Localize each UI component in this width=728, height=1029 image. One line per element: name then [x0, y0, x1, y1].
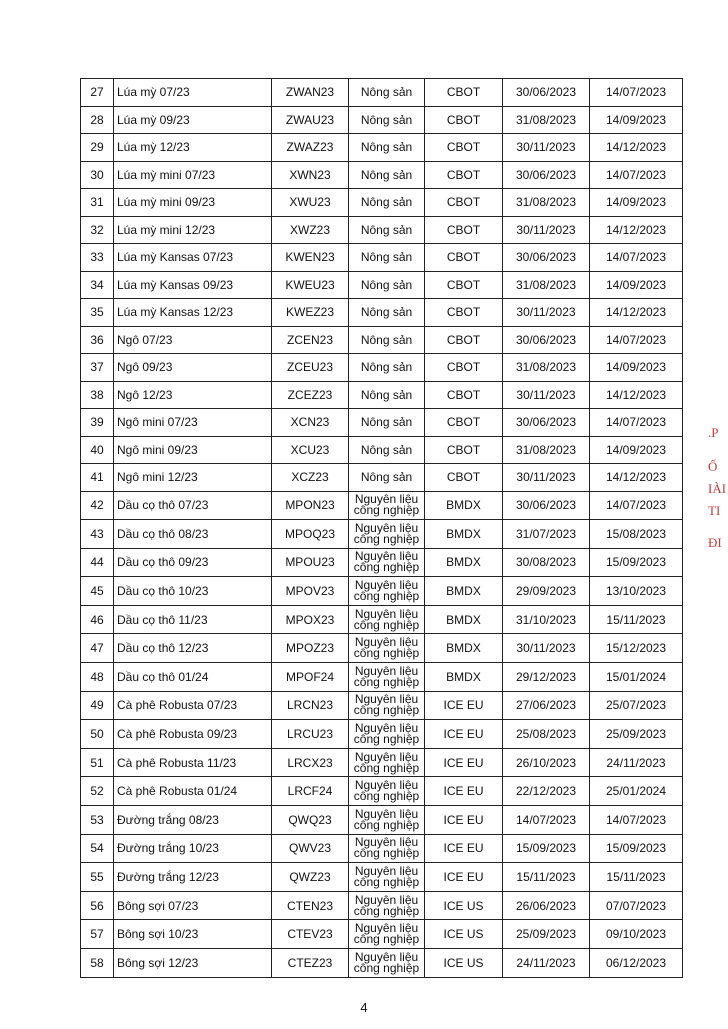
- row-number-cell: 42: [81, 491, 114, 520]
- table-row: [81, 326, 683, 354]
- table-row: [81, 161, 683, 189]
- contract-code-cell: QWV23: [272, 834, 349, 863]
- contract-name-cell: Ngô 12/23: [114, 381, 272, 409]
- first-notice-date-cell: 31/08/2023: [503, 436, 590, 464]
- contract-name-cell: Cà phê Robusta 07/23: [114, 691, 272, 720]
- last-trading-date-cell: 06/12/2023: [590, 949, 683, 978]
- first-notice-date-cell: 29/12/2023: [503, 663, 590, 692]
- contract-name-cell: Lúa mỳ Kansas 12/23: [114, 299, 272, 327]
- commodity-group-cell: Nguyên liệu công nghiệp: [349, 520, 425, 549]
- row-number-cell: 29: [81, 134, 114, 162]
- exchange-cell: CBOT: [425, 326, 503, 354]
- commodity-group-cell: Nguyên liệu công nghiệp: [349, 634, 425, 663]
- contract-name-cell: Dầu cọ thô 11/23: [114, 605, 272, 634]
- commodity-group-cell: Nông sản: [349, 464, 425, 492]
- last-trading-date-cell: 14/12/2023: [590, 299, 683, 327]
- table-row: [81, 189, 683, 217]
- contract-code-cell: MPOZ23: [272, 634, 349, 663]
- commodity-group-cell: Nguyên liệu công nghiệp: [349, 949, 425, 978]
- contract-code-cell: LRCN23: [272, 691, 349, 720]
- contract-code-cell: LRCF24: [272, 777, 349, 806]
- row-number-cell: 52: [81, 777, 114, 806]
- row-number-cell: 53: [81, 806, 114, 835]
- first-notice-date-cell: 30/06/2023: [503, 244, 590, 272]
- contract-name-cell: Lúa mỳ mini 12/23: [114, 216, 272, 244]
- table-row: [81, 464, 683, 492]
- table-row: [81, 634, 683, 663]
- row-number-cell: 43: [81, 520, 114, 549]
- first-notice-date-cell: 30/06/2023: [503, 161, 590, 189]
- contract-name-cell: Cà phê Robusta 11/23: [114, 748, 272, 777]
- first-notice-date-cell: 30/06/2023: [503, 79, 590, 107]
- first-notice-date-cell: 22/12/2023: [503, 777, 590, 806]
- contract-code-cell: ZWAN23: [272, 79, 349, 107]
- contract-code-cell: ZCEZ23: [272, 381, 349, 409]
- table-row: [81, 409, 683, 437]
- exchange-cell: CBOT: [425, 161, 503, 189]
- exchange-cell: ICE EU: [425, 777, 503, 806]
- contract-name-cell: Cà phê Robusta 01/24: [114, 777, 272, 806]
- commodity-group-cell: Nguyên liệu công nghiệp: [349, 777, 425, 806]
- table-row: [81, 920, 683, 949]
- table-row: [81, 605, 683, 634]
- row-number-cell: 45: [81, 577, 114, 606]
- row-number-cell: 56: [81, 891, 114, 920]
- exchange-cell: CBOT: [425, 134, 503, 162]
- contract-code-cell: QWQ23: [272, 806, 349, 835]
- table-row: [81, 663, 683, 692]
- row-number-cell: 54: [81, 834, 114, 863]
- last-trading-date-cell: 15/11/2023: [590, 605, 683, 634]
- exchange-cell: ICE US: [425, 949, 503, 978]
- table-row: [81, 271, 683, 299]
- contract-code-cell: XWU23: [272, 189, 349, 217]
- last-trading-date-cell: 25/01/2024: [590, 777, 683, 806]
- first-notice-date-cell: 30/06/2023: [503, 409, 590, 437]
- last-trading-date-cell: 25/07/2023: [590, 691, 683, 720]
- commodity-group-cell: Nguyên liệu công nghiệp: [349, 605, 425, 634]
- exchange-cell: BMDX: [425, 634, 503, 663]
- contract-code-cell: MPOU23: [272, 548, 349, 577]
- commodity-group-cell: Nguyên liệu công nghiệp: [349, 491, 425, 520]
- first-notice-date-cell: 30/11/2023: [503, 299, 590, 327]
- row-number-cell: 27: [81, 79, 114, 107]
- first-notice-date-cell: 31/08/2023: [503, 189, 590, 217]
- contract-name-cell: Ngô 07/23: [114, 326, 272, 354]
- exchange-cell: ICE EU: [425, 834, 503, 863]
- contract-code-cell: MPOX23: [272, 605, 349, 634]
- contract-name-cell: Đường trắng 12/23: [114, 863, 272, 892]
- last-trading-date-cell: 14/09/2023: [590, 106, 683, 134]
- commodity-group-cell: Nông sản: [349, 409, 425, 437]
- contract-name-cell: Bông sợi 10/23: [114, 920, 272, 949]
- contract-code-cell: XWZ23: [272, 216, 349, 244]
- first-notice-date-cell: 14/07/2023: [503, 806, 590, 835]
- stamp-fragment: IÀI: [708, 481, 727, 496]
- contract-code-cell: MPOV23: [272, 577, 349, 606]
- row-number-cell: 48: [81, 663, 114, 692]
- last-trading-date-cell: 07/07/2023: [590, 891, 683, 920]
- last-trading-date-cell: 14/09/2023: [590, 354, 683, 382]
- row-number-cell: 49: [81, 691, 114, 720]
- last-trading-date-cell: 14/07/2023: [590, 326, 683, 354]
- contract-name-cell: Lúa mỳ Kansas 07/23: [114, 244, 272, 272]
- contract-code-cell: KWEN23: [272, 244, 349, 272]
- commodity-group-cell: Nguyên liệu công nghiệp: [349, 806, 425, 835]
- commodity-group-cell: Nông sản: [349, 271, 425, 299]
- exchange-cell: CBOT: [425, 216, 503, 244]
- contract-code-cell: ZCEN23: [272, 326, 349, 354]
- last-trading-date-cell: 15/01/2024: [590, 663, 683, 692]
- first-notice-date-cell: 30/06/2023: [503, 491, 590, 520]
- exchange-cell: CBOT: [425, 436, 503, 464]
- commodity-group-cell: Nguyên liệu công nghiệp: [349, 863, 425, 892]
- table-row: [81, 834, 683, 863]
- row-number-cell: 37: [81, 354, 114, 382]
- commodity-group-cell: Nông sản: [349, 161, 425, 189]
- contract-code-cell: XCN23: [272, 409, 349, 437]
- contract-code-cell: ZCEU23: [272, 354, 349, 382]
- contract-code-cell: LRCX23: [272, 748, 349, 777]
- exchange-cell: ICE EU: [425, 806, 503, 835]
- exchange-cell: BMDX: [425, 548, 503, 577]
- row-number-cell: 57: [81, 920, 114, 949]
- exchange-cell: BMDX: [425, 491, 503, 520]
- first-notice-date-cell: 25/08/2023: [503, 720, 590, 749]
- contract-name-cell: Dầu cọ thô 09/23: [114, 548, 272, 577]
- table-row: [81, 806, 683, 835]
- first-notice-date-cell: 31/08/2023: [503, 106, 590, 134]
- stamp-fragment: Ố: [708, 459, 718, 474]
- exchange-cell: ICE EU: [425, 720, 503, 749]
- commodity-group-cell: Nguyên liệu công nghiệp: [349, 548, 425, 577]
- table-row: [81, 106, 683, 134]
- first-notice-date-cell: 31/08/2023: [503, 354, 590, 382]
- contract-code-cell: MPOQ23: [272, 520, 349, 549]
- last-trading-date-cell: 15/09/2023: [590, 548, 683, 577]
- contract-name-cell: Ngô mini 09/23: [114, 436, 272, 464]
- commodity-group-cell: Nông sản: [349, 299, 425, 327]
- first-notice-date-cell: 30/11/2023: [503, 134, 590, 162]
- commodity-group-cell: Nguyên liệu công nghiệp: [349, 920, 425, 949]
- commodity-table: [80, 78, 683, 978]
- contract-name-cell: Dầu cọ thô 12/23: [114, 634, 272, 663]
- first-notice-date-cell: 24/11/2023: [503, 949, 590, 978]
- contract-code-cell: MPOF24: [272, 663, 349, 692]
- contract-name-cell: Dầu cọ thô 07/23: [114, 491, 272, 520]
- first-notice-date-cell: 27/06/2023: [503, 691, 590, 720]
- table-row: [81, 863, 683, 892]
- commodity-group-cell: Nông sản: [349, 189, 425, 217]
- table-row: [81, 577, 683, 606]
- first-notice-date-cell: 31/07/2023: [503, 520, 590, 549]
- last-trading-date-cell: 14/12/2023: [590, 381, 683, 409]
- row-number-cell: 39: [81, 409, 114, 437]
- contract-code-cell: KWEZ23: [272, 299, 349, 327]
- contract-code-cell: XCU23: [272, 436, 349, 464]
- commodity-group-cell: Nông sản: [349, 244, 425, 272]
- row-number-cell: 36: [81, 326, 114, 354]
- commodity-group-cell: Nông sản: [349, 381, 425, 409]
- exchange-cell: BMDX: [425, 520, 503, 549]
- contract-code-cell: ZWAU23: [272, 106, 349, 134]
- row-number-cell: 47: [81, 634, 114, 663]
- contract-code-cell: MPON23: [272, 491, 349, 520]
- row-number-cell: 33: [81, 244, 114, 272]
- table-row: [81, 720, 683, 749]
- row-number-cell: 44: [81, 548, 114, 577]
- row-number-cell: 30: [81, 161, 114, 189]
- first-notice-date-cell: 30/11/2023: [503, 464, 590, 492]
- contract-name-cell: Dầu cọ thô 10/23: [114, 577, 272, 606]
- exchange-cell: ICE EU: [425, 748, 503, 777]
- row-number-cell: 58: [81, 949, 114, 978]
- last-trading-date-cell: 25/09/2023: [590, 720, 683, 749]
- commodity-group-cell: Nguyên liệu công nghiệp: [349, 691, 425, 720]
- contract-code-cell: XCZ23: [272, 464, 349, 492]
- exchange-cell: CBOT: [425, 354, 503, 382]
- commodity-group-cell: Nguyên liệu công nghiệp: [349, 720, 425, 749]
- contract-name-cell: Lúa mỳ Kansas 09/23: [114, 271, 272, 299]
- table-row: [81, 79, 683, 107]
- exchange-cell: ICE US: [425, 891, 503, 920]
- exchange-cell: BMDX: [425, 663, 503, 692]
- table-row: [81, 381, 683, 409]
- first-notice-date-cell: 15/11/2023: [503, 863, 590, 892]
- table-row: [81, 354, 683, 382]
- last-trading-date-cell: 14/07/2023: [590, 244, 683, 272]
- table-row: [81, 891, 683, 920]
- exchange-cell: ICE EU: [425, 863, 503, 892]
- table-row: [81, 216, 683, 244]
- row-number-cell: 35: [81, 299, 114, 327]
- table-row: [81, 748, 683, 777]
- contract-name-cell: Ngô mini 12/23: [114, 464, 272, 492]
- stamp-fragment: ĐI: [708, 535, 722, 550]
- first-notice-date-cell: 25/09/2023: [503, 920, 590, 949]
- commodity-table-body: [81, 79, 683, 978]
- stamp-fragment: TI: [708, 503, 721, 518]
- last-trading-date-cell: 14/12/2023: [590, 134, 683, 162]
- commodity-group-cell: Nông sản: [349, 354, 425, 382]
- first-notice-date-cell: 15/09/2023: [503, 834, 590, 863]
- commodity-group-cell: Nguyên liệu công nghiệp: [349, 748, 425, 777]
- contract-name-cell: Lúa mỳ 07/23: [114, 79, 272, 107]
- table-row: [81, 691, 683, 720]
- last-trading-date-cell: 15/12/2023: [590, 634, 683, 663]
- exchange-cell: CBOT: [425, 409, 503, 437]
- commodity-group-cell: Nguyên liệu công nghiệp: [349, 834, 425, 863]
- commodity-group-cell: Nông sản: [349, 216, 425, 244]
- table-row: [81, 491, 683, 520]
- exchange-cell: CBOT: [425, 106, 503, 134]
- page-number: 4: [360, 1000, 368, 1015]
- contract-code-cell: CTEZ23: [272, 949, 349, 978]
- table-row: [81, 548, 683, 577]
- last-trading-date-cell: 14/09/2023: [590, 271, 683, 299]
- exchange-cell: CBOT: [425, 79, 503, 107]
- last-trading-date-cell: 14/09/2023: [590, 436, 683, 464]
- contract-name-cell: Bông sợi 07/23: [114, 891, 272, 920]
- first-notice-date-cell: 30/11/2023: [503, 381, 590, 409]
- stamp-fragment: .P: [708, 425, 719, 440]
- last-trading-date-cell: 14/09/2023: [590, 189, 683, 217]
- contract-code-cell: QWZ23: [272, 863, 349, 892]
- row-number-cell: 46: [81, 605, 114, 634]
- commodity-group-cell: Nông sản: [349, 79, 425, 107]
- table-row: [81, 134, 683, 162]
- last-trading-date-cell: 14/12/2023: [590, 464, 683, 492]
- contract-name-cell: Ngô mini 07/23: [114, 409, 272, 437]
- exchange-cell: CBOT: [425, 271, 503, 299]
- row-number-cell: 31: [81, 189, 114, 217]
- first-notice-date-cell: 30/06/2023: [503, 326, 590, 354]
- commodity-group-cell: Nông sản: [349, 436, 425, 464]
- table-row: [81, 244, 683, 272]
- first-notice-date-cell: 31/10/2023: [503, 605, 590, 634]
- last-trading-date-cell: 09/10/2023: [590, 920, 683, 949]
- table-row: [81, 777, 683, 806]
- row-number-cell: 34: [81, 271, 114, 299]
- contract-name-cell: Ngô 09/23: [114, 354, 272, 382]
- row-number-cell: 28: [81, 106, 114, 134]
- contract-name-cell: Đường trắng 10/23: [114, 834, 272, 863]
- exchange-cell: ICE EU: [425, 691, 503, 720]
- row-number-cell: 41: [81, 464, 114, 492]
- contract-name-cell: Dầu cọ thô 01/24: [114, 663, 272, 692]
- row-number-cell: 32: [81, 216, 114, 244]
- exchange-cell: CBOT: [425, 299, 503, 327]
- last-trading-date-cell: 15/09/2023: [590, 834, 683, 863]
- contract-name-cell: Bông sợi 12/23: [114, 949, 272, 978]
- first-notice-date-cell: 30/11/2023: [503, 634, 590, 663]
- last-trading-date-cell: 15/11/2023: [590, 863, 683, 892]
- commodity-group-cell: Nguyên liệu công nghiệp: [349, 891, 425, 920]
- contract-name-cell: Lúa mỳ mini 07/23: [114, 161, 272, 189]
- contract-code-cell: CTEV23: [272, 920, 349, 949]
- row-number-cell: 55: [81, 863, 114, 892]
- table-row: [81, 436, 683, 464]
- contract-name-cell: Lúa mỳ mini 09/23: [114, 189, 272, 217]
- row-number-cell: 51: [81, 748, 114, 777]
- row-number-cell: 40: [81, 436, 114, 464]
- contract-name-cell: Dầu cọ thô 08/23: [114, 520, 272, 549]
- commodity-group-cell: Nông sản: [349, 134, 425, 162]
- exchange-cell: CBOT: [425, 464, 503, 492]
- commodity-group-cell: Nguyên liệu công nghiệp: [349, 663, 425, 692]
- last-trading-date-cell: 15/08/2023: [590, 520, 683, 549]
- last-trading-date-cell: 14/07/2023: [590, 161, 683, 189]
- commodity-group-cell: Nông sản: [349, 326, 425, 354]
- contract-code-cell: CTEN23: [272, 891, 349, 920]
- contract-code-cell: LRCU23: [272, 720, 349, 749]
- exchange-cell: BMDX: [425, 577, 503, 606]
- exchange-cell: ICE US: [425, 920, 503, 949]
- contract-name-cell: Lúa mỳ 09/23: [114, 106, 272, 134]
- first-notice-date-cell: 30/08/2023: [503, 548, 590, 577]
- first-notice-date-cell: 26/06/2023: [503, 891, 590, 920]
- contract-code-cell: KWEU23: [272, 271, 349, 299]
- commodity-group-cell: Nguyên liệu công nghiệp: [349, 577, 425, 606]
- table-row: [81, 949, 683, 978]
- last-trading-date-cell: 14/07/2023: [590, 79, 683, 107]
- exchange-cell: BMDX: [425, 605, 503, 634]
- row-number-cell: 38: [81, 381, 114, 409]
- commodity-group-cell: Nông sản: [349, 106, 425, 134]
- last-trading-date-cell: 14/07/2023: [590, 806, 683, 835]
- red-stamp-fragment: [700, 425, 728, 595]
- first-notice-date-cell: 29/09/2023: [503, 577, 590, 606]
- contract-name-cell: Lúa mỳ 12/23: [114, 134, 272, 162]
- contract-name-cell: Cà phê Robusta 09/23: [114, 720, 272, 749]
- last-trading-date-cell: 13/10/2023: [590, 577, 683, 606]
- last-trading-date-cell: 14/07/2023: [590, 409, 683, 437]
- table-row: [81, 299, 683, 327]
- exchange-cell: CBOT: [425, 244, 503, 272]
- first-notice-date-cell: 26/10/2023: [503, 748, 590, 777]
- first-notice-date-cell: 30/11/2023: [503, 216, 590, 244]
- last-trading-date-cell: 14/07/2023: [590, 491, 683, 520]
- row-number-cell: 50: [81, 720, 114, 749]
- contract-code-cell: ZWAZ23: [272, 134, 349, 162]
- first-notice-date-cell: 31/08/2023: [503, 271, 590, 299]
- contract-name-cell: Đường trắng 08/23: [114, 806, 272, 835]
- table-row: [81, 520, 683, 549]
- exchange-cell: CBOT: [425, 381, 503, 409]
- contract-code-cell: XWN23: [272, 161, 349, 189]
- exchange-cell: CBOT: [425, 189, 503, 217]
- last-trading-date-cell: 24/11/2023: [590, 748, 683, 777]
- last-trading-date-cell: 14/12/2023: [590, 216, 683, 244]
